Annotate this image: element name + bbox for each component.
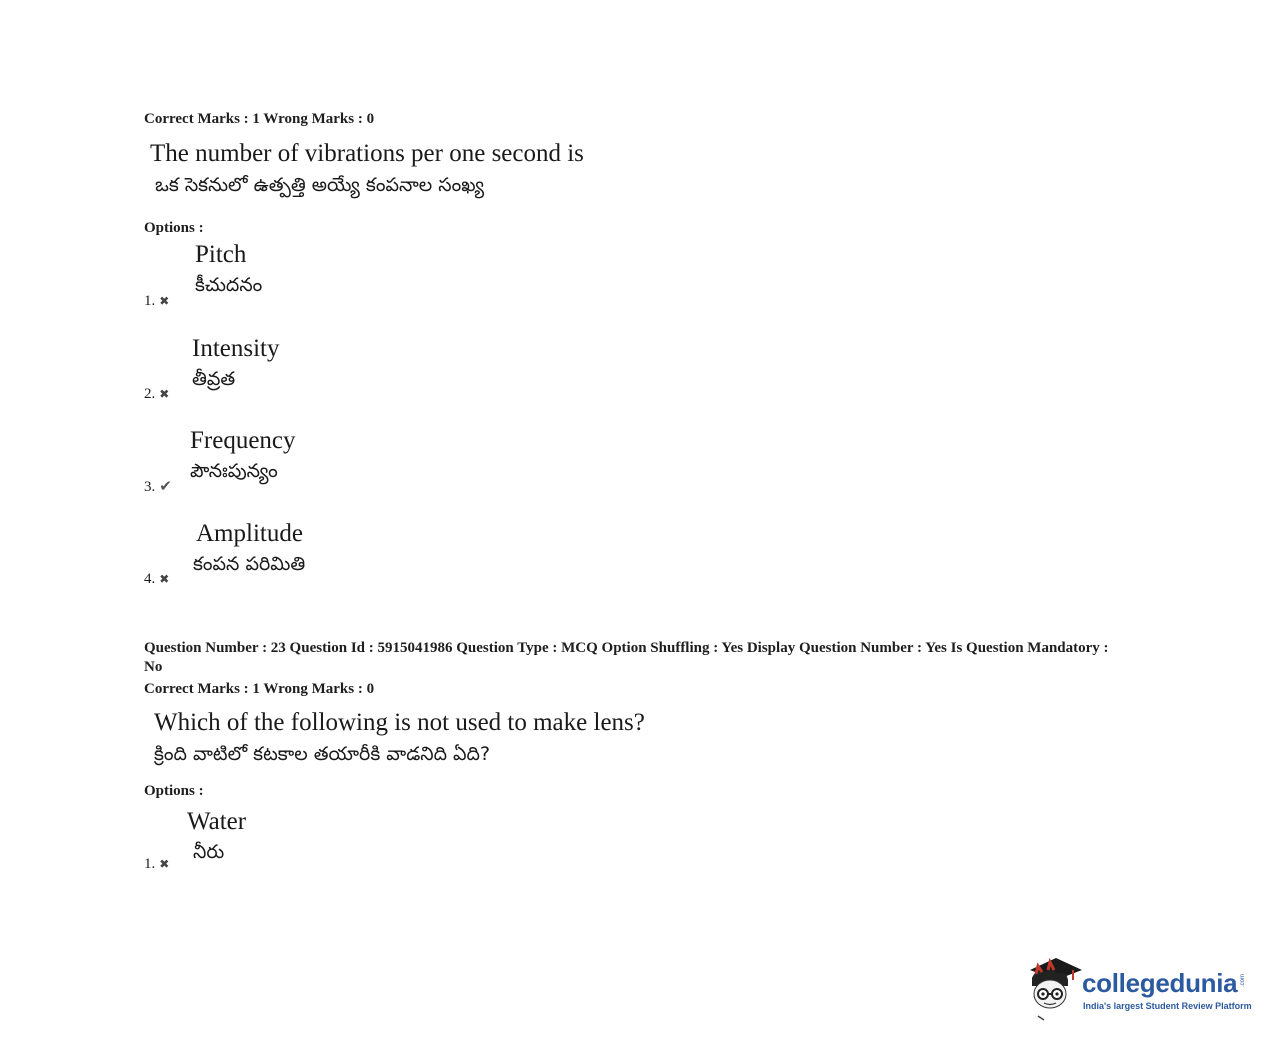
q22-option-4-en: Amplitude	[196, 520, 303, 547]
q23-marks: Correct Marks : 1 Wrong Marks : 0	[144, 681, 375, 697]
q22-question-te: ఒక సెకనులో ఉత్పత్తి అయ్యే కంపనాల సంఖ్య	[155, 174, 485, 196]
q22-question-en: The number of vibrations per one second is	[150, 140, 584, 167]
option-number: 4.	[144, 571, 156, 587]
option-number: 2.	[144, 386, 156, 402]
q22-options-label: Options :	[144, 220, 204, 236]
q23-options-label: Options :	[144, 783, 204, 799]
q22-marks: Correct Marks : 1 Wrong Marks : 0	[144, 111, 375, 127]
cross-icon: ✖	[159, 294, 170, 308]
q23-option-1-en: Water	[187, 808, 247, 835]
q22-option-2-te: తీవ్రత	[192, 368, 236, 390]
q22-option-1-en: Pitch	[195, 241, 247, 268]
cross-icon: ✖	[159, 572, 170, 586]
cross-icon: ✖	[159, 387, 170, 401]
q22-option-1-te: కీచుదనం	[195, 274, 263, 296]
q22-option-2-number	[144, 385, 169, 403]
option-number: 1.	[144, 293, 156, 309]
q23-question-te: క్రింది వాటిలో కటకాల తయారీకి వాడనిది ఏది?	[154, 743, 491, 765]
checkmark-icon: ✔	[159, 477, 172, 495]
q23-option-1-number	[144, 855, 169, 873]
q22-option-3-number	[144, 477, 172, 496]
logo-tagline: India's largest Student Review Platform	[1083, 1001, 1252, 1011]
q22-option-3-te: పౌనఃపున్యం	[190, 460, 278, 482]
q22-option-3-en: Frequency	[190, 427, 296, 454]
q22-option-1-number	[144, 292, 169, 310]
q23-header: Question Number : 23 Question Id : 5915041986 Question Type : MCQ Option Shuffling : Yes Display Question Number : Yes Is Question Mandatory : No	[144, 640, 1109, 675]
logo-com: .com	[1240, 974, 1246, 988]
option-number: 1.	[144, 856, 156, 872]
option-number: 3.	[144, 479, 156, 495]
logo-name: collegedunia	[1082, 968, 1238, 998]
q23-question-en: Which of the following is not used to make lens?	[154, 709, 645, 736]
mascot-icon	[1022, 950, 1084, 1022]
q22-option-4-te: కంపన పరిమితి	[193, 553, 306, 575]
collegedunia-logo	[1022, 950, 1262, 1025]
cross-icon: ✖	[159, 857, 170, 871]
q22-option-4-number	[144, 570, 169, 588]
q23-option-1-te: నీరు	[193, 841, 225, 863]
q22-option-2-en: Intensity	[192, 335, 280, 362]
